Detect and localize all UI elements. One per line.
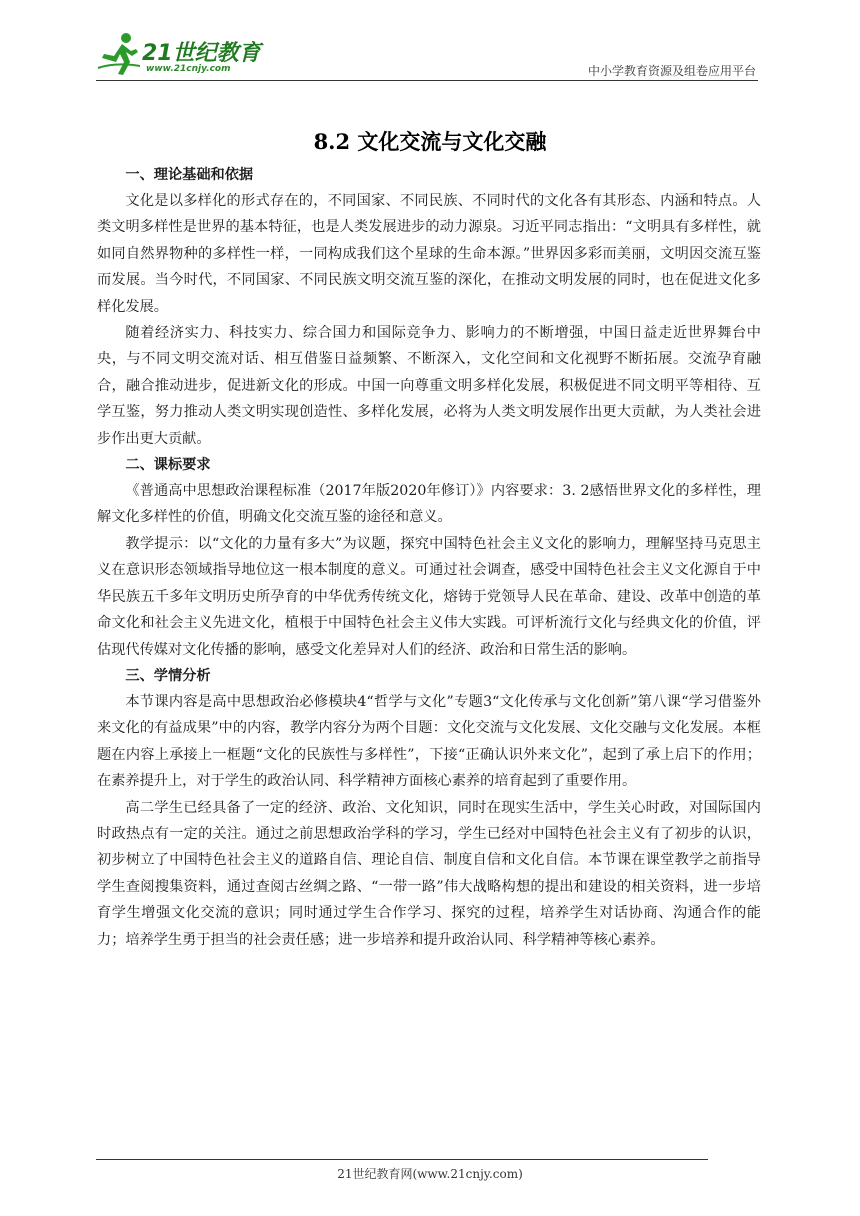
document-body	[97, 162, 761, 953]
page-title: 8.2 文化交流与文化交融	[313, 129, 547, 154]
paragraph: 高二学生已经具备了一定的经济、政治、文化知识，同时在现实生活中，学生关心时政，对国际国内时政热点有一定的关注。通过之前思想政治学科的学习，学生已经对中国特色社会主义有了初步的认识，初步树立了中国特色社会主义的道路自信、理论自信、制度自信和文化自信。本节课在课堂教学之前指导学生查阅搜集资料，通过查阅古丝绸之路、“一带一路”伟大战略构想的提出和建设的相关资料，进一步培育学生增强文化交流的意识；同时通过学生合作学习、探究的过程，培养学生对话协商、沟通合作的能力；培养学生勇于担当的社会责任感；进一步培养和提升政治认同、科学精神等核心素养。	[97, 799, 761, 948]
header-divider	[96, 80, 758, 81]
paragraph: 随着经济实力、科技实力、综合国力和国际竞争力、影响力的不断增强，中国日益走近世界舞台中央，与不同文明交流对话、相互借鉴日益频繁、不断深入，文化空间和文化视野不断拓展。交流孕育融合，融合推动进步，促进新文化的形成。中国一向尊重文明多样化发展，积极促进不同文明平等相待、互学互鉴，努力推动人类文明实现创造性、多样化发展，必将为人类文明发展作出更大贡献，为人类社会进步作出更大贡献。	[97, 325, 761, 447]
section-heading: 三、学情分析	[125, 667, 211, 684]
logo	[96, 30, 296, 78]
logo-text: 21世纪教育	[142, 41, 261, 66]
section-heading: 二、课标要求	[125, 457, 211, 474]
paragraph: 本节课内容是高中思想政治必修模块4“哲学与文化”专题3“文化传承与文化创新”第八课“学习借鉴外来文化的有益成果”中的内容，教学内容分为两个目题：文化交流与文化发展、文化交融与文化发展。本框题在内容上承接上一框题“文化的民族性与多样性”，下接“正确认识外来文化”，起到了承上启下的作用；在素养提升上，对于学生的政治认同、科学精神方面核心素养的培育起到了重要作用。	[97, 693, 761, 790]
paragraph: 《普通高中思想政治课程标准（2017年版2020年修订）》内容要求：3. 2感悟世界文化的多样性，理解文化多样性的价值，明确文化交流互鉴的途径和意义。	[97, 483, 761, 526]
page-footer: 21世纪教育网(www.21cnjy.com)	[337, 1167, 523, 1181]
section-heading: 一、理论基础和依据	[125, 167, 254, 183]
runner-logo-icon	[96, 32, 142, 76]
page-header	[96, 30, 758, 82]
paragraph: 文化是以多样化的形式存在的，不同国家、不同民族、不同时代的文化各有其形态、内涵和特点。人类文明多样性是世界的基本特征，也是人类发展进步的动力源泉。习近平同志指出：“文明具有多样性，就如同自然界物种的多样性一样，一同构成我们这个星球的生命本源。”世界因多彩而美丽，文明因交流互鉴而发展。当今时代，不同国家、不同民族文明交流互鉴的深化，在推动文明发展的同时，也在促进文化多样化发展。	[97, 193, 761, 315]
header-platform-text: 中小学教育资源及组卷应用平台	[587, 64, 756, 78]
logo-url: www.21cnjy.com	[146, 64, 231, 74]
paragraph: 教学提示：以“文化的力量有多大”为议题，探究中国特色社会主义文化的影响力，理解坚持马克思主义在意识形态领域指导地位这一根本制度的意义。可通过社会调查，感受中国特色社会主义文化源自于中华民族五千多年文明历史所孕育的中华优秀传统文化，熔铸于党领导人民在革命、建设、改革中创造的革命文化和社会主义先进文化，植根于中国特色社会主义伟大实践。可评析流行文化与经典文化的价值，评估现代传媒对文化传播的影响，感受文化差异对人们的经济、政治和日常生活的影响。	[97, 535, 761, 658]
footer-divider	[96, 1159, 708, 1160]
